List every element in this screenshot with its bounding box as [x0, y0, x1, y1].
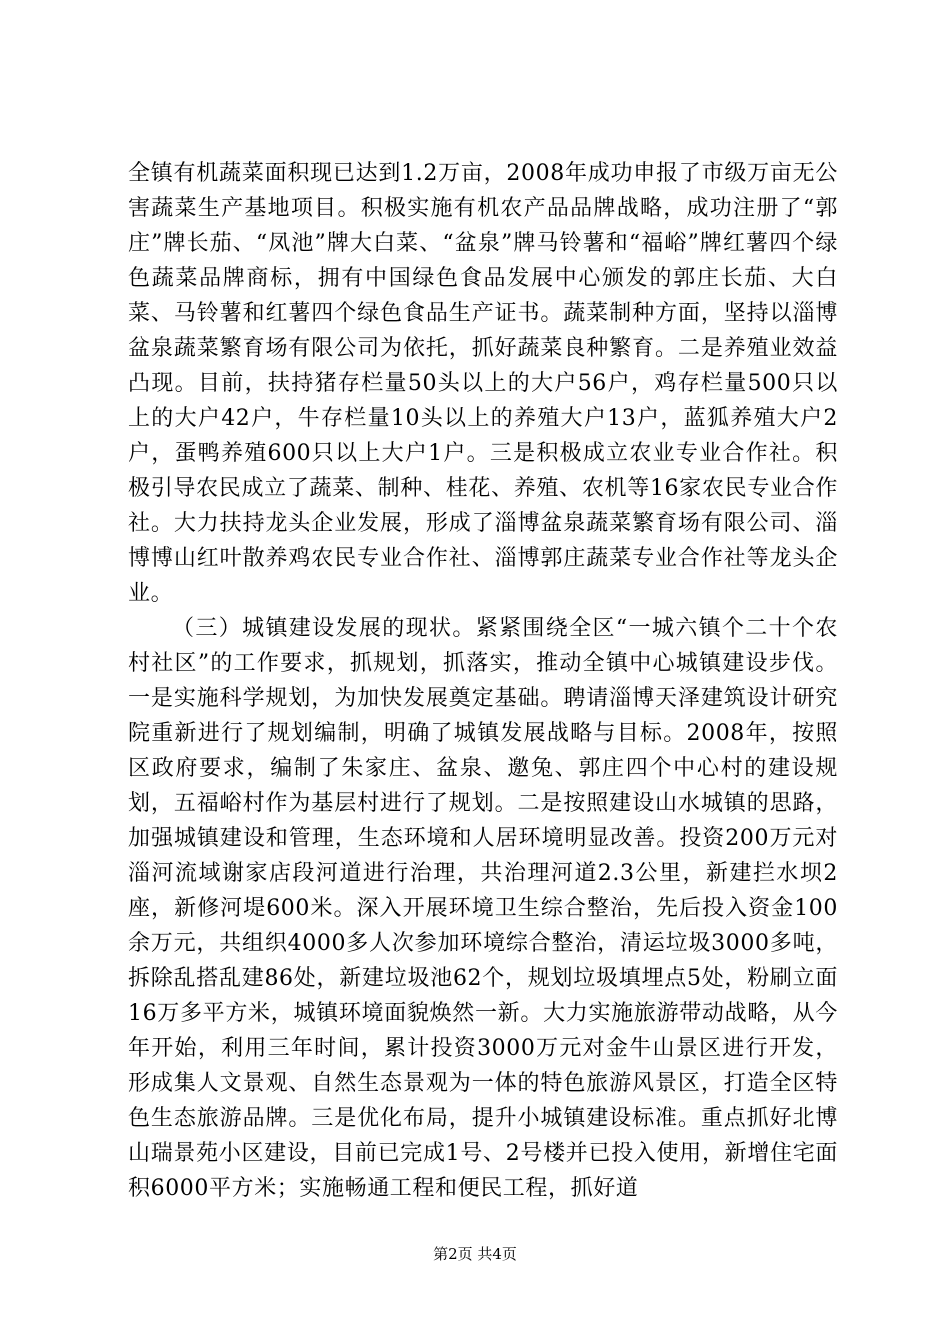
page-footer: 第2页 共4页: [433, 1245, 517, 1263]
paragraph-agriculture: 全镇有机蔬菜面积现已达到1.2万亩，2008年成功申报了市级万亩无公害蔬菜生产基地项目。积极实施有机农产品品牌战略，成功注册了“郭庄”牌长茄、“凤池”牌大白菜、“盆泉”牌马铃薯和“福峪”牌红薯四个绿色蔬菜品牌商标，拥有中国绿色食品发展中心颁发的郭庄长茄、大白菜、马铃薯和红薯四个绿色食品生产证书。蔬菜制种方面，坚持以淄博盆泉蔬菜繁育场有限公司为依托，抓好蔬菜良种繁育。二是养殖业效益凸现。目前，扶持猪存栏量50头以上的大户56户，鸡存栏量500只以上的大户42户，牛存栏量10头以上的养殖大户13户，蓝狐养殖大户2户，蛋鸭养殖600只以上大户1户。三是积极成立农业专业合作社。积极引导农民成立了蔬菜、制种、桂花、养殖、农机等16家农民专业合作社。大力扶持龙头企业发展，形成了淄博盆泉蔬菜繁育场有限公司、淄博博山红叶散养鸡农民专业合作社、淄博郭庄蔬菜专业合作社等龙头企业。: [128, 161, 838, 606]
paragraph-town-construction: （三）城镇建设发展的现状。紧紧围绕全区“一城六镇个二十个农村社区”的工作要求，抓规划，抓落实，推动全镇中心城镇建设步伐。一是实施科学规划，为加快发展奠定基础。聘请淄博天泽建筑设计研究院重新进行了规划编制，明确了城镇发展战略与目标。2008年，按照区政府要求，编制了朱家庄、盆泉、邀兔、郭庄四个中心村的建设规划，五福峪村作为基层村进行了规划。二是按照建设山水城镇的思路，加强城镇建设和管理，生态环境和人居环境明显改善。投资200万元对淄河流域谢家店段河道进行治理，共治理河道2.3公里，新建拦水坝2座，新修河堤600米。深入开展环境卫生综合整治，先后投入资金100余万元，共组织4000多人次参加环境综合整治，清运垃圾3000多吨，拆除乱搭乱建86处，新建垃圾池62个，规划垃圾填埋点5处，粉刷立面16万多平方米，城镇环境面貌焕然一新。大力实施旅游带动战略，从今年开始，利用三年时间，累计投资3000万元对金牛山景区进行开发，形成集人文景观、自然生态景观为一体的特色旅游风景区，打造全区特色生态旅游品牌。三是优化布局，提升小城镇建设标准。重点抓好北博山瑞景苑小区建设，目前已完成1号、2号楼并已投入使用，新增住宅面积6000平方米；实施畅通工程和便民工程，抓好道: [128, 616, 838, 1201]
document-body: [128, 156, 838, 1206]
